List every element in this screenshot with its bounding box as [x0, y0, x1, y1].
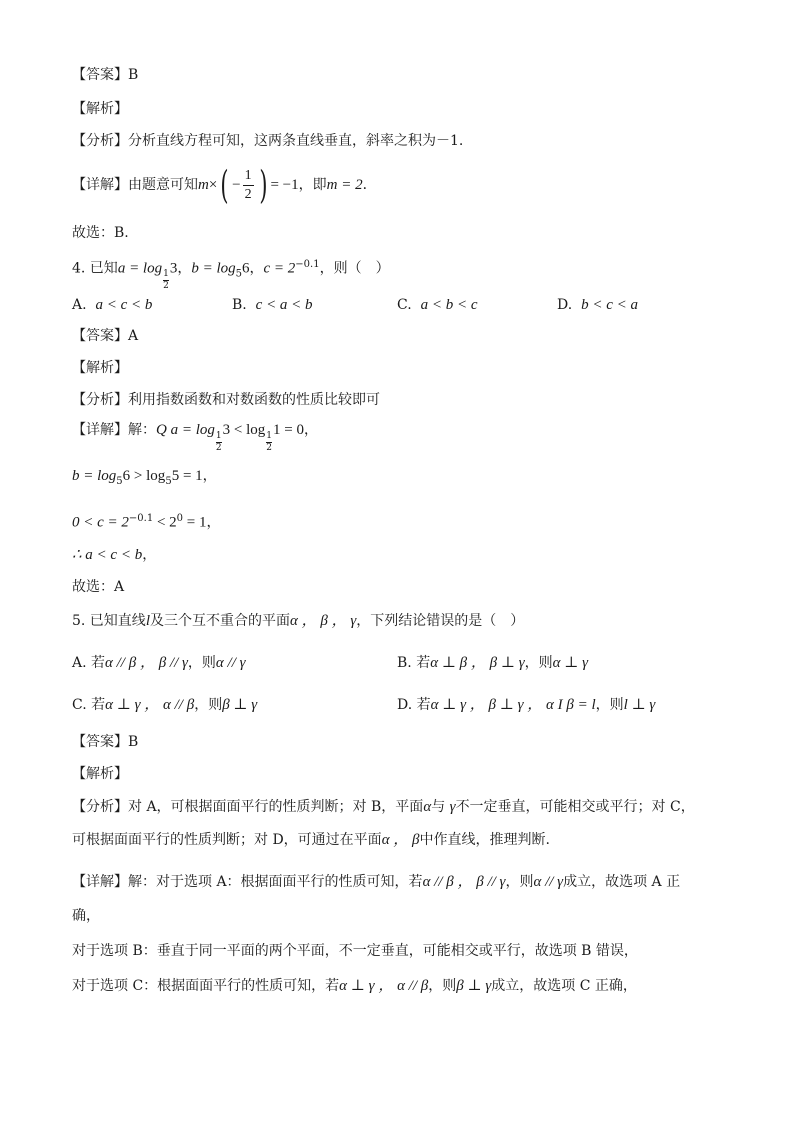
fenxi-2a: 可根据面面平行的性质判断；对 D，可通过在平面: [72, 832, 382, 848]
q4-stem: [72, 255, 390, 292]
right-paren: ): [258, 163, 268, 207]
q3-frac-den: 2: [244, 186, 252, 202]
q4-option-a: [72, 295, 152, 315]
step2-c: 5 = 1: [171, 468, 203, 484]
option-expr: α ⊥ γ ， β ⊥ γ ， α I β = l: [430, 697, 596, 713]
detail-4e: 成立，故选项 C 正确，: [491, 978, 637, 994]
q5-option-d: [397, 695, 655, 715]
option-expr: α // β ， β // γ: [105, 655, 188, 671]
step2-b: 6 > log: [122, 468, 166, 484]
option-then: ，则: [194, 697, 223, 713]
q4-step1-mid: 3 < log: [222, 422, 266, 438]
q3-fenxi: 【分析】分析直线方程可知，这两条直线垂直，斜率之积为－1.: [72, 133, 464, 149]
fenxi-1c: 与: [431, 799, 446, 815]
minus-sign: −: [232, 177, 241, 193]
q4-a-arg: 3: [169, 260, 178, 277]
q4-b-base: 5: [235, 268, 243, 280]
step2-a: b = log: [72, 468, 117, 484]
option-result: α ⊥ γ: [552, 655, 589, 671]
q4-choose: 故选：A: [72, 579, 125, 595]
q5-stem-planes: α ， β ， γ: [289, 613, 357, 629]
q4-c-exp: −0.1: [295, 259, 320, 270]
q4-option-b: [232, 295, 313, 315]
step4-tail: ，: [142, 547, 157, 563]
option-label: A.: [72, 297, 87, 313]
q3-answer: 【答案】B: [72, 67, 139, 83]
fenxi-1d: γ: [449, 799, 456, 815]
detail-1c: ，则: [505, 874, 534, 890]
option-label: D.: [557, 297, 573, 313]
q3-detail-label: 【详解】由题意可知: [72, 177, 198, 193]
option-label: C.: [397, 297, 412, 313]
option-text: a < c < b: [95, 297, 153, 313]
detail-4c: ，则: [428, 978, 457, 994]
q4-b-expr: b = log: [191, 260, 236, 277]
q3-detail-result: m = 2: [326, 177, 363, 193]
q5-option-b: [397, 653, 588, 673]
fenxi-1b: α: [423, 799, 432, 815]
option-result: α // γ: [215, 655, 246, 671]
q5-stem-mid: 及三个互不重合的平面: [149, 613, 290, 629]
step2-base: 5: [116, 475, 123, 487]
detail-1e: 成立，故选项 A 正: [563, 874, 681, 890]
option-result: l ⊥ γ: [623, 697, 656, 713]
fenxi-2b: α ， β: [381, 832, 420, 848]
q3-frac-num: 1: [244, 167, 252, 183]
q5-answer: 【答案】B: [72, 734, 139, 750]
q4-detail-step2: [72, 466, 217, 492]
step3-c: = 1: [183, 514, 207, 531]
left-paren: (: [220, 163, 229, 207]
q5-stem-text: 5. 已知直线: [72, 613, 146, 629]
option-result: β ⊥ γ: [222, 697, 258, 713]
option-label: B.: [232, 297, 247, 313]
q5-detail-line4: [72, 976, 637, 996]
q5-fenxi-line1: [72, 797, 695, 817]
q5-detail-line3: 对于选项 B：垂直于同一平面的两个平面，不一定垂直，可能相交或平行，故选项 B 错误，: [72, 943, 638, 959]
q4-detail-step4: [72, 545, 156, 565]
detail-4d: β ⊥ γ: [456, 978, 492, 994]
option-then: ，则: [187, 655, 216, 671]
detail-1a: 【详解】解：对于选项 A：根据面面平行的性质可知，若: [72, 874, 423, 890]
q5-detail-line2: 确，: [72, 908, 100, 924]
detail-1b: α // β ， β // γ: [422, 874, 506, 890]
q4-step1-end: 1 = 0: [272, 422, 304, 438]
q3-detail-eq: = −1: [270, 177, 299, 193]
step4: ∴ a < c < b: [72, 547, 143, 563]
q4-a-base-num: 1: [163, 269, 169, 280]
q5-option-a: [72, 653, 246, 673]
q4-c-expr: c = 2: [263, 260, 296, 277]
fenxi-1e: 不一定垂直，可能相交或平行；对 C，: [455, 799, 695, 815]
option-label: C. 若: [72, 697, 106, 713]
q4-option-c: [397, 295, 477, 315]
log-base-half: [266, 432, 272, 453]
q4-fenxi: 【分析】利用指数函数和对数函数的性质比较即可: [72, 392, 380, 408]
option-expr: α ⊥ γ ， α // β: [105, 697, 195, 713]
q3-detail-times: ×: [208, 177, 218, 193]
q5-analysis-heading: 【解析】: [72, 766, 128, 782]
base-den: 2: [266, 442, 272, 453]
fenxi-2c: 中作直线，推理判断.: [419, 832, 550, 848]
q5-stem-end: ，下列结论错误的是（ ）: [356, 613, 525, 629]
q3-choose: 故选：B.: [72, 225, 129, 241]
q4-option-d: [557, 295, 638, 315]
detail-1d: α // γ: [533, 874, 564, 890]
option-label: D. 若: [397, 697, 431, 713]
q5-fenxi-line2: [72, 830, 550, 850]
q3-analysis-heading: 【解析】: [72, 101, 128, 117]
q4-stem-suffix: ，则（ ）: [319, 260, 390, 277]
step3-b: < 2: [153, 514, 177, 531]
option-then: ，则: [595, 697, 624, 713]
q4-step1-prefix: Q a = log: [156, 422, 215, 438]
q4-detail-label: 【详解】解：: [72, 422, 156, 438]
q4-answer: 【答案】A: [72, 328, 139, 344]
step3-tail: ，: [206, 514, 221, 531]
option-text: b < c < a: [581, 297, 638, 313]
option-text: a < b < c: [420, 297, 478, 313]
option-expr: α ⊥ β ， β ⊥ γ: [430, 655, 525, 671]
q3-fraction: [243, 169, 254, 202]
base-den: 2: [215, 442, 222, 453]
step2-tail: ，: [202, 468, 217, 484]
step3-a: 0 < c = 2: [72, 514, 129, 531]
q4-step1-tail: ，: [303, 422, 318, 438]
step3-exp2: 0: [176, 513, 184, 524]
comma: ，: [249, 260, 264, 277]
q5-stem: [72, 611, 524, 631]
base-num: 1: [266, 430, 272, 441]
q4-analysis-heading: 【解析】: [72, 360, 128, 376]
q3-detail-then: ，即: [298, 177, 327, 193]
log-base-half: [216, 432, 222, 453]
q4-a-base-den: 2: [163, 281, 169, 292]
q4-stem-prefix: 4. 已知: [72, 260, 118, 277]
fraction-bar: [243, 185, 254, 186]
option-text: c < a < b: [255, 297, 313, 313]
detail-4a: 对于选项 C：根据面面平行的性质可知，若: [72, 978, 340, 994]
fenxi-1a: 【分析】对 A，可根据面面平行的性质判断；对 B，平面: [72, 799, 424, 815]
option-label: A. 若: [72, 655, 106, 671]
step3-exp: −0.1: [128, 513, 154, 524]
base-num: 1: [215, 430, 222, 441]
q4-a-expr: a = log: [117, 260, 163, 277]
q4-detail-step3: [72, 509, 221, 533]
q3-detail-end: ．: [362, 177, 377, 193]
detail-4b: α ⊥ γ ， α // β: [339, 978, 429, 994]
q3-detail-m: m: [198, 177, 209, 193]
q4-b-arg: 6: [242, 260, 250, 277]
q3-detail: [72, 163, 377, 207]
option-then: ，则: [524, 655, 553, 671]
q5-stem-l: l: [145, 613, 150, 629]
q5-option-c: [72, 695, 257, 715]
q4-a-base: [163, 270, 169, 291]
comma: ，: [177, 260, 192, 277]
q5-detail-line1: [72, 872, 680, 892]
q4-detail-step1: [72, 420, 318, 453]
option-label: B. 若: [397, 655, 431, 671]
step2-base2: 5: [165, 475, 172, 487]
